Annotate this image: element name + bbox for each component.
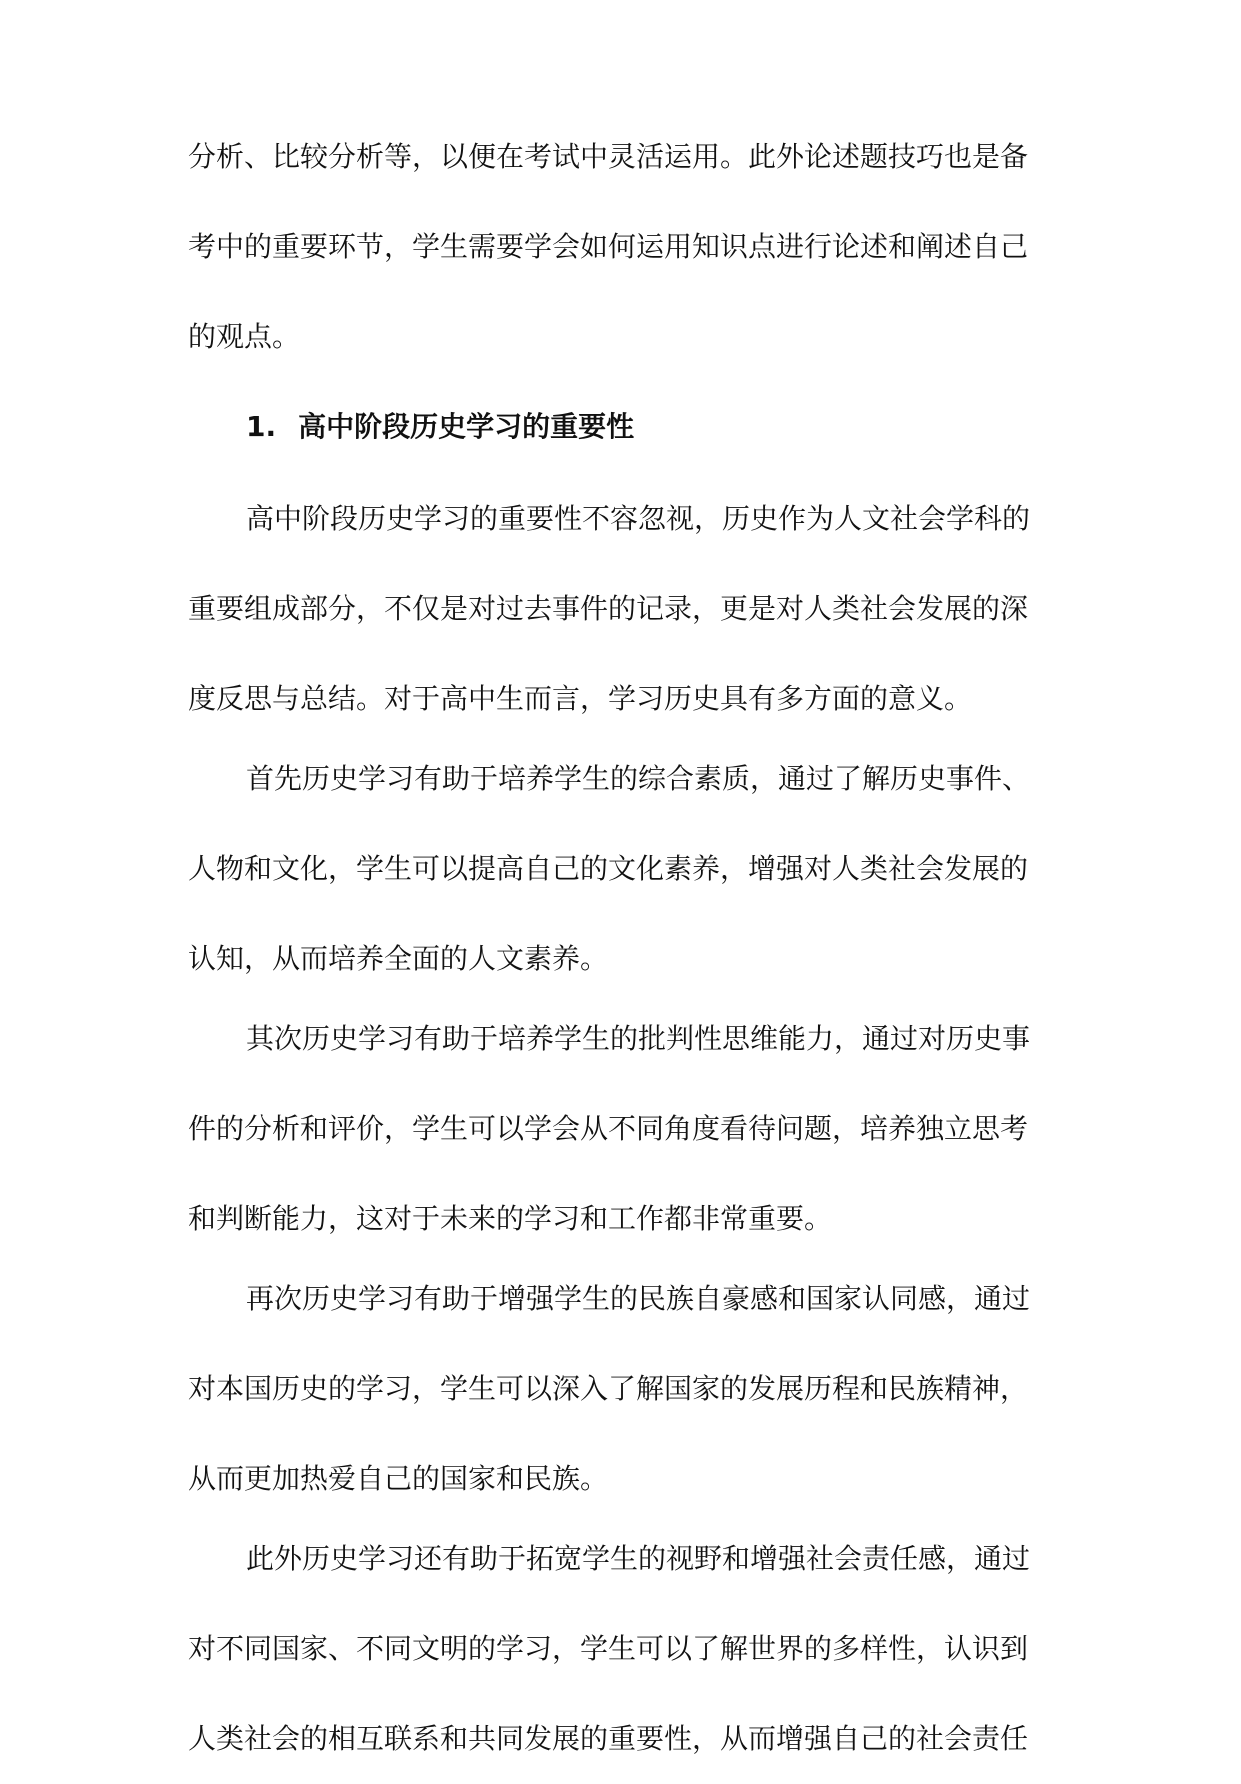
paragraph-line: 重要组成部分，不仅是对过去事件的记录，更是对人类社会发展的深 (188, 592, 1029, 625)
paragraph-line: 从而更加热爱自己的国家和民族。 (188, 1462, 609, 1495)
paragraph-line: 人类社会的相互联系和共同发展的重要性，从而增强自己的社会责任 (188, 1722, 1029, 1755)
paragraph-line: 分析、比较分析等，以便在考试中灵活运用。此外论述题技巧也是备 (188, 140, 1029, 173)
paragraph-2 (188, 734, 1050, 1004)
paragraph-line: 首先历史学习有助于培养学生的综合素质，通过了解历史事件、 (246, 762, 1031, 795)
paragraph-1 (188, 474, 1050, 744)
paragraph-line: 对本国历史的学习，学生可以深入了解国家的发展历程和民族精神， (188, 1372, 1029, 1405)
intro-paragraph (188, 112, 1050, 382)
section-number: 1. (246, 410, 277, 443)
section-heading (246, 397, 634, 457)
paragraph-line: 认知，从而培养全面的人文素养。 (188, 942, 609, 975)
paragraph-line: 考中的重要环节，学生需要学会如何运用知识点进行论述和阐述自己 (188, 230, 1029, 263)
section-title: 高中阶段历史学习的重要性 (298, 410, 635, 443)
paragraph-line: 度反思与总结。对于高中生而言，学习历史具有多方面的意义。 (188, 682, 973, 715)
paragraph-line: 高中阶段历史学习的重要性不容忽视，历史作为人文社会学科的 (246, 502, 1031, 535)
paragraph-4 (188, 1254, 1050, 1524)
paragraph-line: 的观点。 (188, 320, 301, 353)
paragraph-5 (188, 1514, 1050, 1784)
paragraph-line: 对不同国家、不同文明的学习，学生可以了解世界的多样性，认识到 (188, 1632, 1029, 1665)
paragraph-line: 其次历史学习有助于培养学生的批判性思维能力，通过对历史事 (246, 1022, 1031, 1055)
paragraph-line: 件的分析和评价，学生可以学会从不同角度看待问题，培养独立思考 (188, 1112, 1029, 1145)
paragraph-line: 此外历史学习还有助于拓宽学生的视野和增强社会责任感，通过 (246, 1542, 1031, 1575)
paragraph-line: 和判断能力，这对于未来的学习和工作都非常重要。 (188, 1202, 833, 1235)
paragraph-line: 再次历史学习有助于增强学生的民族自豪感和国家认同感，通过 (246, 1282, 1031, 1315)
paragraph-line: 人物和文化，学生可以提高自己的文化素养，增强对人类社会发展的 (188, 852, 1029, 885)
paragraph-3 (188, 994, 1050, 1264)
